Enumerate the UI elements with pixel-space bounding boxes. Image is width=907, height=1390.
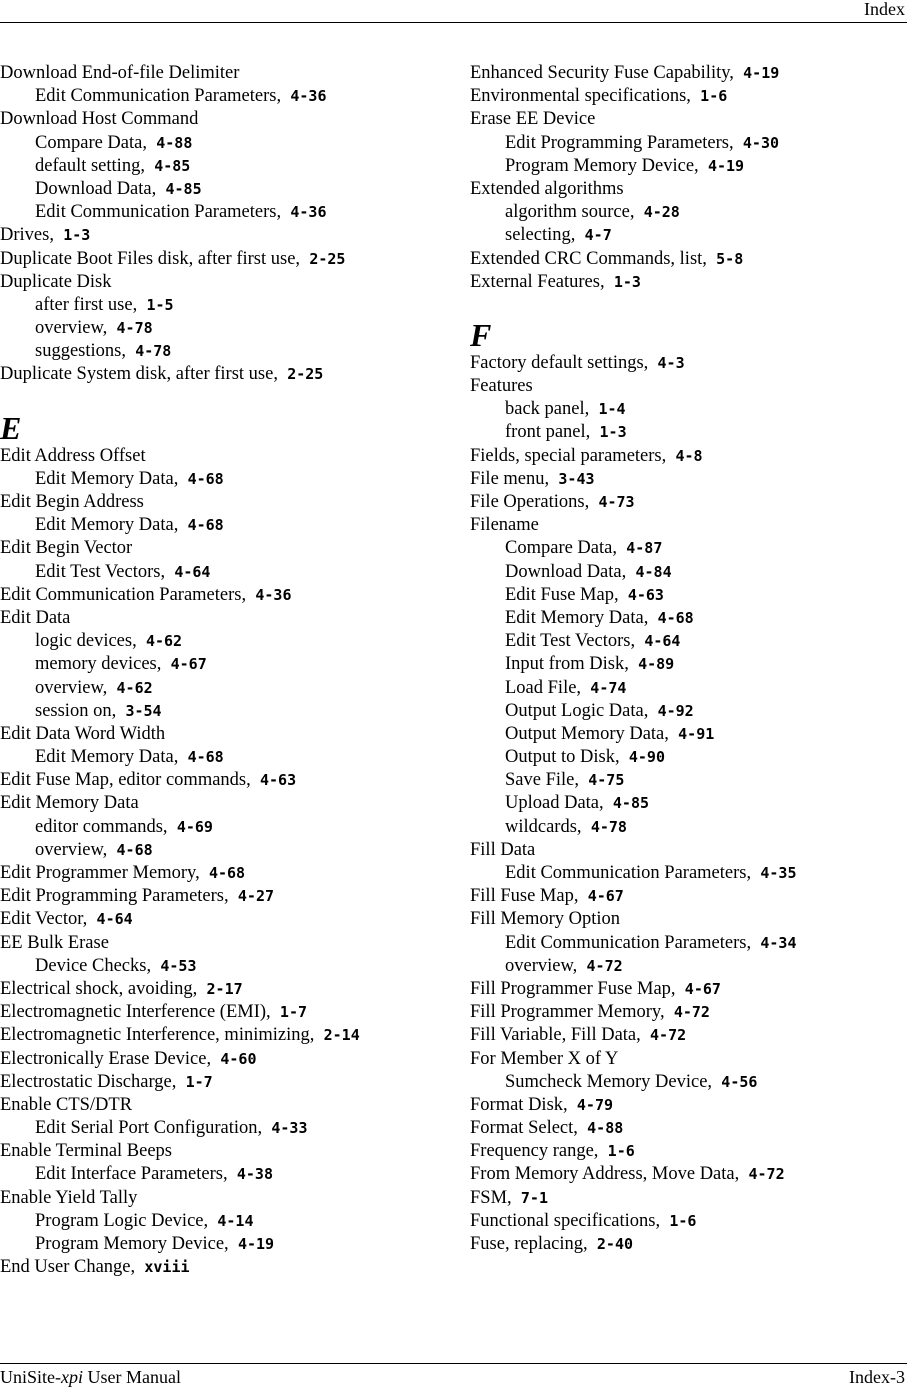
page-reference: 1-6 [607, 1142, 635, 1161]
page-reference: 1-4 [598, 400, 626, 419]
index-entry [470, 468, 907, 491]
index-entry [0, 108, 460, 131]
index-subentry [0, 653, 460, 676]
page-reference: 4-75 [588, 771, 625, 790]
page-reference: 4-8 [675, 446, 703, 465]
page-reference: 4-53 [160, 956, 197, 975]
index-entry [0, 62, 460, 85]
index-subentry [470, 653, 907, 676]
page-reference: 4-68 [657, 608, 694, 627]
entry-text: selecting, [505, 225, 576, 246]
entry-text: back panel, [505, 399, 590, 420]
page-reference: 4-88 [587, 1119, 624, 1138]
entry-text: Edit Communication Parameters, [505, 863, 752, 883]
index-subentry [0, 201, 460, 224]
entry-text: Features [470, 376, 533, 397]
page-reference: 4-64 [96, 910, 133, 929]
page-reference: 4-27 [237, 887, 275, 906]
entry-text: Edit Memory Data, [35, 468, 179, 489]
index-entry [0, 1071, 460, 1094]
page-reference: 1-6 [700, 87, 728, 106]
index-subentry [470, 769, 907, 792]
page-reference: 2-25 [309, 249, 346, 268]
entry-text: Fill Fuse Map, [470, 886, 579, 907]
page-reference: 4-88 [156, 133, 193, 152]
index-entry [470, 375, 907, 398]
page-reference: 4-92 [657, 701, 694, 720]
index-entry [0, 1094, 460, 1117]
page-reference: 4-72 [748, 1165, 785, 1184]
entry-text: logic devices, [35, 631, 137, 652]
page-reference: 4-84 [635, 562, 672, 581]
entry-text: Save File, [505, 770, 579, 791]
page-reference: 4-85 [154, 156, 191, 175]
entry-text: Fill Programmer Fuse Map, [470, 978, 676, 999]
entry-text: Fill Memory Option [470, 909, 621, 930]
entry-text: Program Memory Device, [505, 155, 699, 176]
index-column-left [0, 62, 460, 1279]
index-entry [0, 769, 460, 792]
index-entry [470, 1048, 907, 1071]
page-reference: 4-74 [590, 678, 627, 697]
header-title: Index [864, 0, 905, 19]
page-reference: 4-67 [170, 655, 207, 674]
page-reference: 4-36 [290, 203, 327, 222]
page-reference: 4-36 [290, 87, 327, 106]
entry-text: suggestions, [35, 341, 126, 362]
index-entry [0, 584, 460, 607]
entry-text: Fill Variable, Fill Data, [470, 1025, 641, 1046]
index-entry [470, 978, 907, 1001]
index-subentry [0, 85, 460, 108]
entry-text: Erase EE Device [470, 109, 596, 130]
entry-text: Compare Data, [505, 538, 617, 559]
entry-text: Fuse, replacing, [470, 1234, 588, 1254]
page-reference: 1-3 [599, 423, 627, 442]
page-reference: 4-3 [657, 353, 685, 372]
index-subentry [0, 955, 460, 978]
index-subentry [0, 294, 460, 317]
index-entry [0, 978, 460, 1001]
page-reference: 4-56 [721, 1072, 758, 1091]
index-subentry [0, 132, 460, 155]
index-subentry [470, 537, 907, 560]
entry-text: From Memory Address, Move Data, [470, 1164, 740, 1185]
index-entry [0, 1187, 460, 1210]
index-subentry [470, 816, 907, 839]
page-reference: 4-60 [220, 1049, 257, 1068]
entry-text: Edit Memory Data [0, 793, 139, 814]
index-subentry [470, 862, 907, 885]
index-subentry [0, 1210, 460, 1233]
page-reference: 4-85 [165, 179, 202, 198]
entry-text: Download Data, [505, 561, 627, 582]
page-reference: xviii [144, 1258, 190, 1277]
entry-text: Download Host Command [0, 109, 199, 130]
index-entry [470, 1001, 907, 1024]
entry-text: Duplicate System disk, after first use, [0, 364, 278, 385]
page-reference: 4-7 [584, 226, 612, 245]
entry-text: Duplicate Disk [0, 271, 112, 292]
page-reference: 4-62 [116, 678, 153, 697]
index-subentry [470, 155, 907, 178]
page-reference: 4-85 [612, 794, 650, 813]
entry-text: Fill Programmer Memory, [470, 1002, 665, 1023]
index-subentry [470, 932, 907, 955]
page-reference: 4-72 [586, 956, 623, 975]
index-entry [470, 445, 907, 468]
index-entry [470, 1024, 907, 1047]
page-reference: 2-40 [596, 1235, 634, 1253]
entry-text: Edit Communication Parameters, [35, 202, 282, 223]
entry-text: Electrostatic Discharge, [0, 1071, 177, 1092]
entry-text: Input from Disk, [505, 654, 629, 675]
index-entry [470, 1094, 907, 1117]
index-subentry [470, 1071, 907, 1094]
index-entry [470, 108, 907, 131]
index-subentry [0, 700, 460, 723]
entry-text: Edit Programming Parameters, [505, 132, 734, 153]
page-reference: 7-1 [520, 1188, 548, 1207]
page-reference: 1-7 [185, 1072, 213, 1091]
index-entry [0, 271, 460, 294]
page-reference: 4-67 [684, 979, 721, 998]
page-reference: 4-62 [145, 632, 183, 651]
entry-text: after first use, [35, 294, 138, 315]
entry-text: Environmental specifications, [470, 86, 691, 107]
entry-text: Electronically Erase Device, [0, 1048, 212, 1069]
page-reference: 4-14 [217, 1211, 254, 1230]
page-reference: 4-73 [598, 493, 635, 511]
index-entry [470, 1140, 907, 1163]
page-footer [0, 1363, 907, 1390]
entry-text: External Features, [470, 271, 605, 292]
entry-text: Load File, [505, 677, 582, 698]
entry-text: Edit Data [0, 607, 71, 628]
entry-text: Frequency range, [470, 1141, 599, 1162]
entry-text: Edit Memory Data, [505, 607, 649, 628]
index-entry [0, 932, 460, 955]
index-subentry [470, 132, 907, 155]
index-entry [470, 248, 907, 271]
page-header [0, 0, 907, 23]
entry-text: Program Logic Device, [35, 1210, 209, 1231]
page-reference: 1-3 [63, 226, 91, 245]
entry-text: Drives, [0, 225, 54, 246]
page-reference: 4-33 [271, 1119, 308, 1138]
index-subentry [0, 1163, 460, 1186]
entry-text: For Member X of Y [470, 1048, 619, 1069]
index-subentry [470, 792, 907, 815]
page-reference: 3-54 [125, 701, 162, 720]
entry-text: File Operations, [470, 492, 590, 512]
index-entry [0, 607, 460, 630]
page-reference: 4-28 [643, 203, 680, 222]
index-subentry [0, 839, 460, 862]
entry-text: overview, [35, 318, 108, 339]
index-subentry [470, 746, 907, 769]
page-reference: 4-90 [628, 748, 665, 767]
entry-text: Edit Begin Vector [0, 538, 133, 559]
entry-text: Enable Terminal Beeps [0, 1141, 173, 1162]
entry-text: Factory default settings, [470, 352, 649, 373]
entry-text: editor commands, [35, 816, 168, 837]
entry-text: Output Logic Data, [505, 700, 649, 721]
page-reference: 4-38 [236, 1165, 273, 1184]
entry-text: Edit Communication Parameters, [0, 584, 247, 605]
index-subentry [0, 468, 460, 491]
entry-text: overview, [35, 839, 108, 860]
index-subentry [470, 584, 907, 607]
index-subentry [0, 816, 460, 839]
page-reference: 1-3 [613, 272, 641, 291]
index-entry [470, 1210, 907, 1233]
entry-text: Download Data, [35, 178, 157, 199]
page-reference: 4-87 [626, 539, 663, 558]
index-entry [0, 1048, 460, 1071]
index-entry [470, 62, 907, 85]
index-entry [0, 1140, 460, 1163]
page-reference: 4-68 [187, 748, 224, 767]
entry-text: memory devices, [35, 654, 162, 675]
page-reference: 2-17 [206, 979, 243, 998]
entry-text: Upload Data, [505, 793, 604, 814]
entry-text: Program Memory Device, [35, 1234, 229, 1254]
index-entry [0, 363, 460, 386]
index-subentry [470, 607, 907, 630]
index-subentry [0, 317, 460, 340]
entry-text: front panel, [505, 422, 591, 443]
page-reference: 5-8 [716, 249, 744, 268]
entry-text: overview, [35, 677, 108, 698]
entry-text: Download End-of-file Delimiter [0, 63, 240, 83]
entry-text: End User Change, [0, 1257, 136, 1278]
entry-text: Edit Serial Port Configuration, [35, 1118, 263, 1139]
entry-text: Enable Yield Tally [0, 1187, 138, 1208]
entry-text: Sumcheck Memory Device, [505, 1071, 713, 1092]
index-subentry [0, 340, 460, 363]
page-reference: 4-89 [638, 655, 675, 674]
index-entry [0, 491, 460, 514]
index-entry [0, 862, 460, 885]
index-entry [0, 885, 460, 908]
page-reference: 4-68 [187, 516, 224, 535]
index-entry [0, 248, 460, 271]
page-reference: 4-69 [176, 817, 213, 836]
entry-text: Edit Programming Parameters, [0, 886, 229, 907]
index-column-right [470, 62, 907, 1256]
page-reference: 4-78 [135, 342, 172, 361]
entry-text: EE Bulk Erase [0, 932, 109, 953]
entry-text: Enable CTS/DTR [0, 1094, 133, 1115]
entry-text: FSM, [470, 1187, 512, 1208]
page-reference: 4-34 [760, 933, 797, 952]
index-subentry [0, 1233, 460, 1256]
entry-text: Fields, special parameters, [470, 445, 667, 466]
index-subentry [0, 630, 460, 653]
entry-text: Edit Data Word Width [0, 723, 166, 744]
page-reference: 4-63 [260, 771, 297, 790]
entry-text: Electrical shock, avoiding, [0, 978, 198, 999]
entry-text: Format Select, [470, 1118, 578, 1139]
page-reference: 4-63 [627, 585, 664, 604]
page-reference: 1-5 [146, 295, 174, 314]
index-entry [470, 1233, 907, 1256]
entry-text: Output Memory Data, [505, 723, 669, 744]
index-entry [470, 1187, 907, 1210]
entry-text: Duplicate Boot Files disk, after first use, [0, 248, 301, 269]
entry-text: Edit Address Offset [0, 445, 146, 466]
index-subentry [470, 561, 907, 584]
entry-text: Electromagnetic Interference, minimizing, [0, 1025, 315, 1046]
index-entry [470, 839, 907, 862]
entry-text: Edit Communication Parameters, [35, 86, 282, 107]
index-subentry [470, 224, 907, 247]
entry-text: Edit Fuse Map, editor commands, [0, 770, 251, 791]
page-reference: 4-19 [743, 64, 780, 82]
index-subentry [0, 1117, 460, 1140]
entry-text: Edit Test Vectors, [35, 561, 166, 582]
entry-text: Extended CRC Commands, list, [470, 248, 707, 269]
entry-text: Format Disk, [470, 1094, 568, 1115]
entry-text: Extended algorithms [470, 178, 624, 199]
index-entry [470, 908, 907, 931]
entry-text: Electromagnetic Interference (EMI), [0, 1002, 271, 1023]
index-subentry [470, 398, 907, 421]
index-subentry [0, 746, 460, 769]
index-entry [470, 1163, 907, 1186]
index-subentry [0, 155, 460, 178]
index-entry [470, 352, 907, 375]
manual-title: UniSite-xpi User Manual [0, 1367, 181, 1387]
index-entry [470, 85, 907, 108]
page-reference: 4-78 [590, 817, 627, 836]
index-entry [0, 537, 460, 560]
page-reference: 4-30 [742, 133, 780, 152]
index-entry [0, 723, 460, 746]
page-reference: 4-19 [707, 156, 745, 175]
page-reference: 4-36 [255, 585, 292, 604]
entry-text: Functional specifications, [470, 1210, 661, 1231]
index-entry [0, 1024, 460, 1047]
index-entry [470, 1117, 907, 1140]
entry-text: Edit Fuse Map, [505, 584, 619, 605]
page-reference: 4-35 [760, 864, 797, 882]
page-number: Index-3 [849, 1367, 905, 1387]
entry-text: Compare Data, [35, 132, 147, 153]
index-entry [0, 445, 460, 468]
entry-text: Edit Interface Parameters, [35, 1164, 228, 1185]
index-entry [470, 271, 907, 294]
page-reference: 2-25 [287, 365, 324, 384]
page-reference: 4-64 [174, 562, 211, 581]
index-subentry [470, 700, 907, 723]
page-reference: 4-72 [650, 1026, 687, 1045]
entry-text: Output to Disk, [505, 747, 620, 768]
entry-text: Filename [470, 515, 539, 536]
index-subentry [470, 677, 907, 700]
index-subentry [470, 723, 907, 746]
index-entry [0, 908, 460, 931]
entry-text: Edit Memory Data, [35, 747, 179, 768]
page-reference: 2-14 [323, 1026, 360, 1045]
entry-text: Edit Programmer Memory, [0, 863, 200, 883]
entry-text: session on, [35, 700, 117, 721]
page-reference: 4-19 [237, 1235, 275, 1253]
index-subentry [470, 630, 907, 653]
page-reference: 3-43 [558, 469, 595, 488]
page-reference: 4-68 [187, 469, 224, 488]
index-subentry [470, 955, 907, 978]
index-entry [470, 178, 907, 201]
entry-text: Edit Test Vectors, [505, 631, 636, 652]
index-section-letter: E [0, 409, 22, 446]
index-subentry [470, 201, 907, 224]
page-reference: 1-7 [279, 1003, 308, 1022]
page-reference: 4-67 [587, 887, 624, 906]
page-reference: 4-72 [673, 1003, 710, 1022]
entry-text: overview, [505, 955, 578, 976]
index-subentry [0, 677, 460, 700]
page-reference: 4-91 [678, 724, 715, 743]
index-entry [470, 514, 907, 537]
page-reference: 4-78 [116, 319, 153, 338]
index-entry [0, 1256, 460, 1279]
entry-text: Device Checks, [35, 955, 152, 976]
page-reference: 4-68 [116, 840, 153, 859]
index-section-letter: F [470, 316, 492, 353]
entry-text: Fill Data [470, 839, 536, 860]
entry-text: Edit Begin Address [0, 492, 144, 512]
index-entry [470, 491, 907, 514]
index-entry [0, 224, 460, 247]
entry-text: Enhanced Security Fuse Capability, [470, 63, 734, 83]
index-subentry [0, 514, 460, 537]
entry-text: default setting, [35, 155, 145, 176]
index-entry [0, 792, 460, 815]
entry-text: algorithm source, [505, 202, 635, 223]
index-subentry [0, 561, 460, 584]
index-subentry [0, 178, 460, 201]
index-subentry [470, 421, 907, 444]
entry-text: Edit Communication Parameters, [505, 932, 752, 953]
index-entry [470, 885, 907, 908]
entry-text: Edit Memory Data, [35, 515, 179, 536]
page-reference: 4-64 [644, 632, 681, 651]
page-reference: 1-6 [669, 1211, 697, 1230]
page-reference: 4-68 [208, 864, 246, 882]
entry-text: wildcards, [505, 816, 582, 837]
index-entry [0, 1001, 460, 1024]
page-reference: 4-79 [576, 1095, 614, 1114]
entry-text: Edit Vector, [0, 909, 88, 930]
entry-text: File menu, [470, 468, 550, 489]
